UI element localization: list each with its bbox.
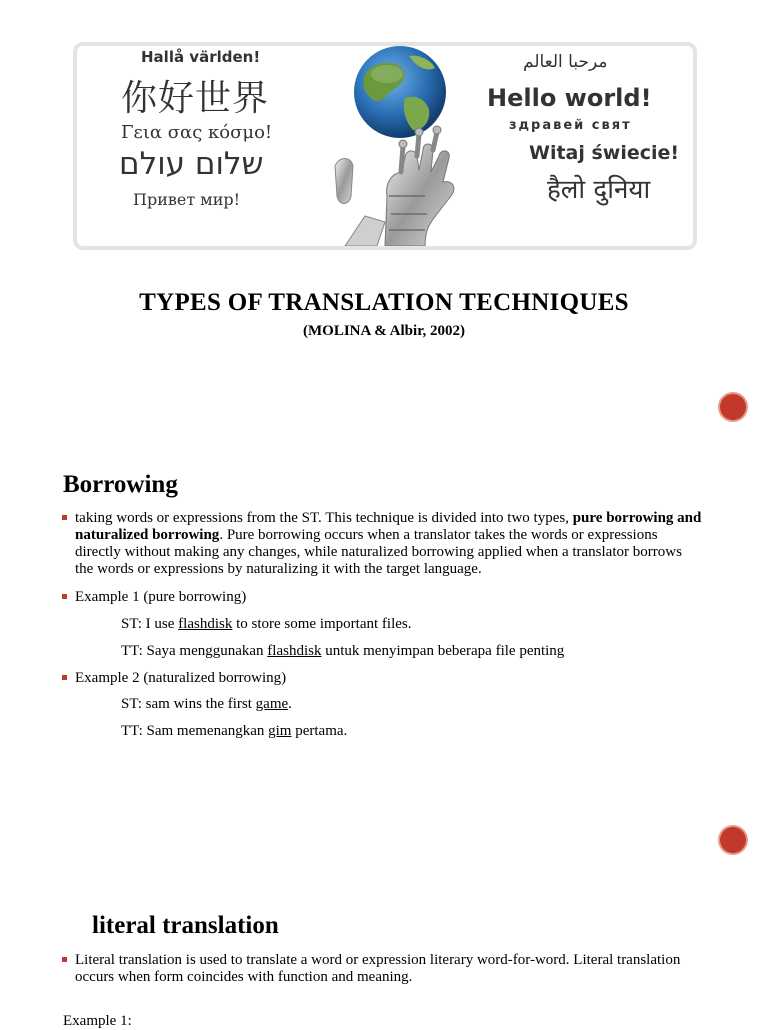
slide-marker-dot (720, 394, 746, 420)
slide-marker-dot (720, 827, 746, 853)
bullet-paragraph: taking words or expressions from the ST. This technique is divided into two types, pure borrowing and naturalized borrowing. Pure borrowing occurs when a translator takes the words or expressions directly without making any changes, while naturalized borrowing applied when a translator borrows the words or expressions by naturalizing it with the target language. (62, 510, 702, 578)
section-heading-literal-translation: literal translation (92, 912, 279, 939)
slide-title: TYPES OF TRANSLATION TECHNIQUES (139, 289, 629, 316)
literal-example-label: Example 1: (63, 1013, 132, 1029)
greeting-polish: Witaj świecie! (529, 142, 680, 164)
greeting-arabic: مرحبا العالم (523, 52, 608, 72)
example-2-target-text: TT: Sam memenangkan gim pertama. (121, 723, 348, 739)
bullet-paragraph: Literal translation is used to translate a word or expression literary word-for-word. Literal translation occurs when form coincides with function and meaning. (62, 952, 702, 986)
greeting-english: Hello world! (487, 84, 652, 112)
example-1-target-text: TT: Saya menggunakan flashdisk untuk menyimpan beberapa file penting (121, 643, 565, 659)
example-1-label: Example 1 (pure borrowing) (62, 589, 246, 606)
borrowed-word: flashdisk (178, 616, 233, 632)
example-2-source-text: ST: sam wins the first game. (121, 696, 292, 712)
banner-image (73, 42, 697, 250)
bold-term: pure borrowing and naturalized borrowing (75, 510, 702, 543)
greeting-hebrew: שלום עולם (119, 146, 264, 182)
section-heading-borrowing: Borrowing (63, 471, 178, 498)
example-1-source-text: ST: I use flashdisk to store some important files. (121, 616, 412, 632)
greeting-swedish: Hallå världen! (141, 48, 261, 66)
literal-definition (62, 952, 702, 986)
greeting-greek: Γεια σας κόσμο! (121, 122, 273, 143)
example-2-label: Example 2 (naturalized borrowing) (62, 670, 286, 687)
greeting-bulgarian: здравей свят (509, 118, 632, 133)
greeting-hindi: हैलो दुनिया (547, 175, 651, 205)
greeting-russian: Привет мир! (133, 190, 241, 209)
borrowing-definition (62, 510, 702, 578)
robot-hand-globe-illustration (305, 46, 495, 246)
borrowed-word: game (255, 696, 289, 712)
slide-subtitle: (MOLINA & Albir, 2002) (303, 323, 465, 339)
borrowed-word: gim (268, 723, 292, 739)
borrowed-word: flashdisk (267, 643, 322, 659)
greeting-chinese: 你好世界 (121, 78, 270, 119)
